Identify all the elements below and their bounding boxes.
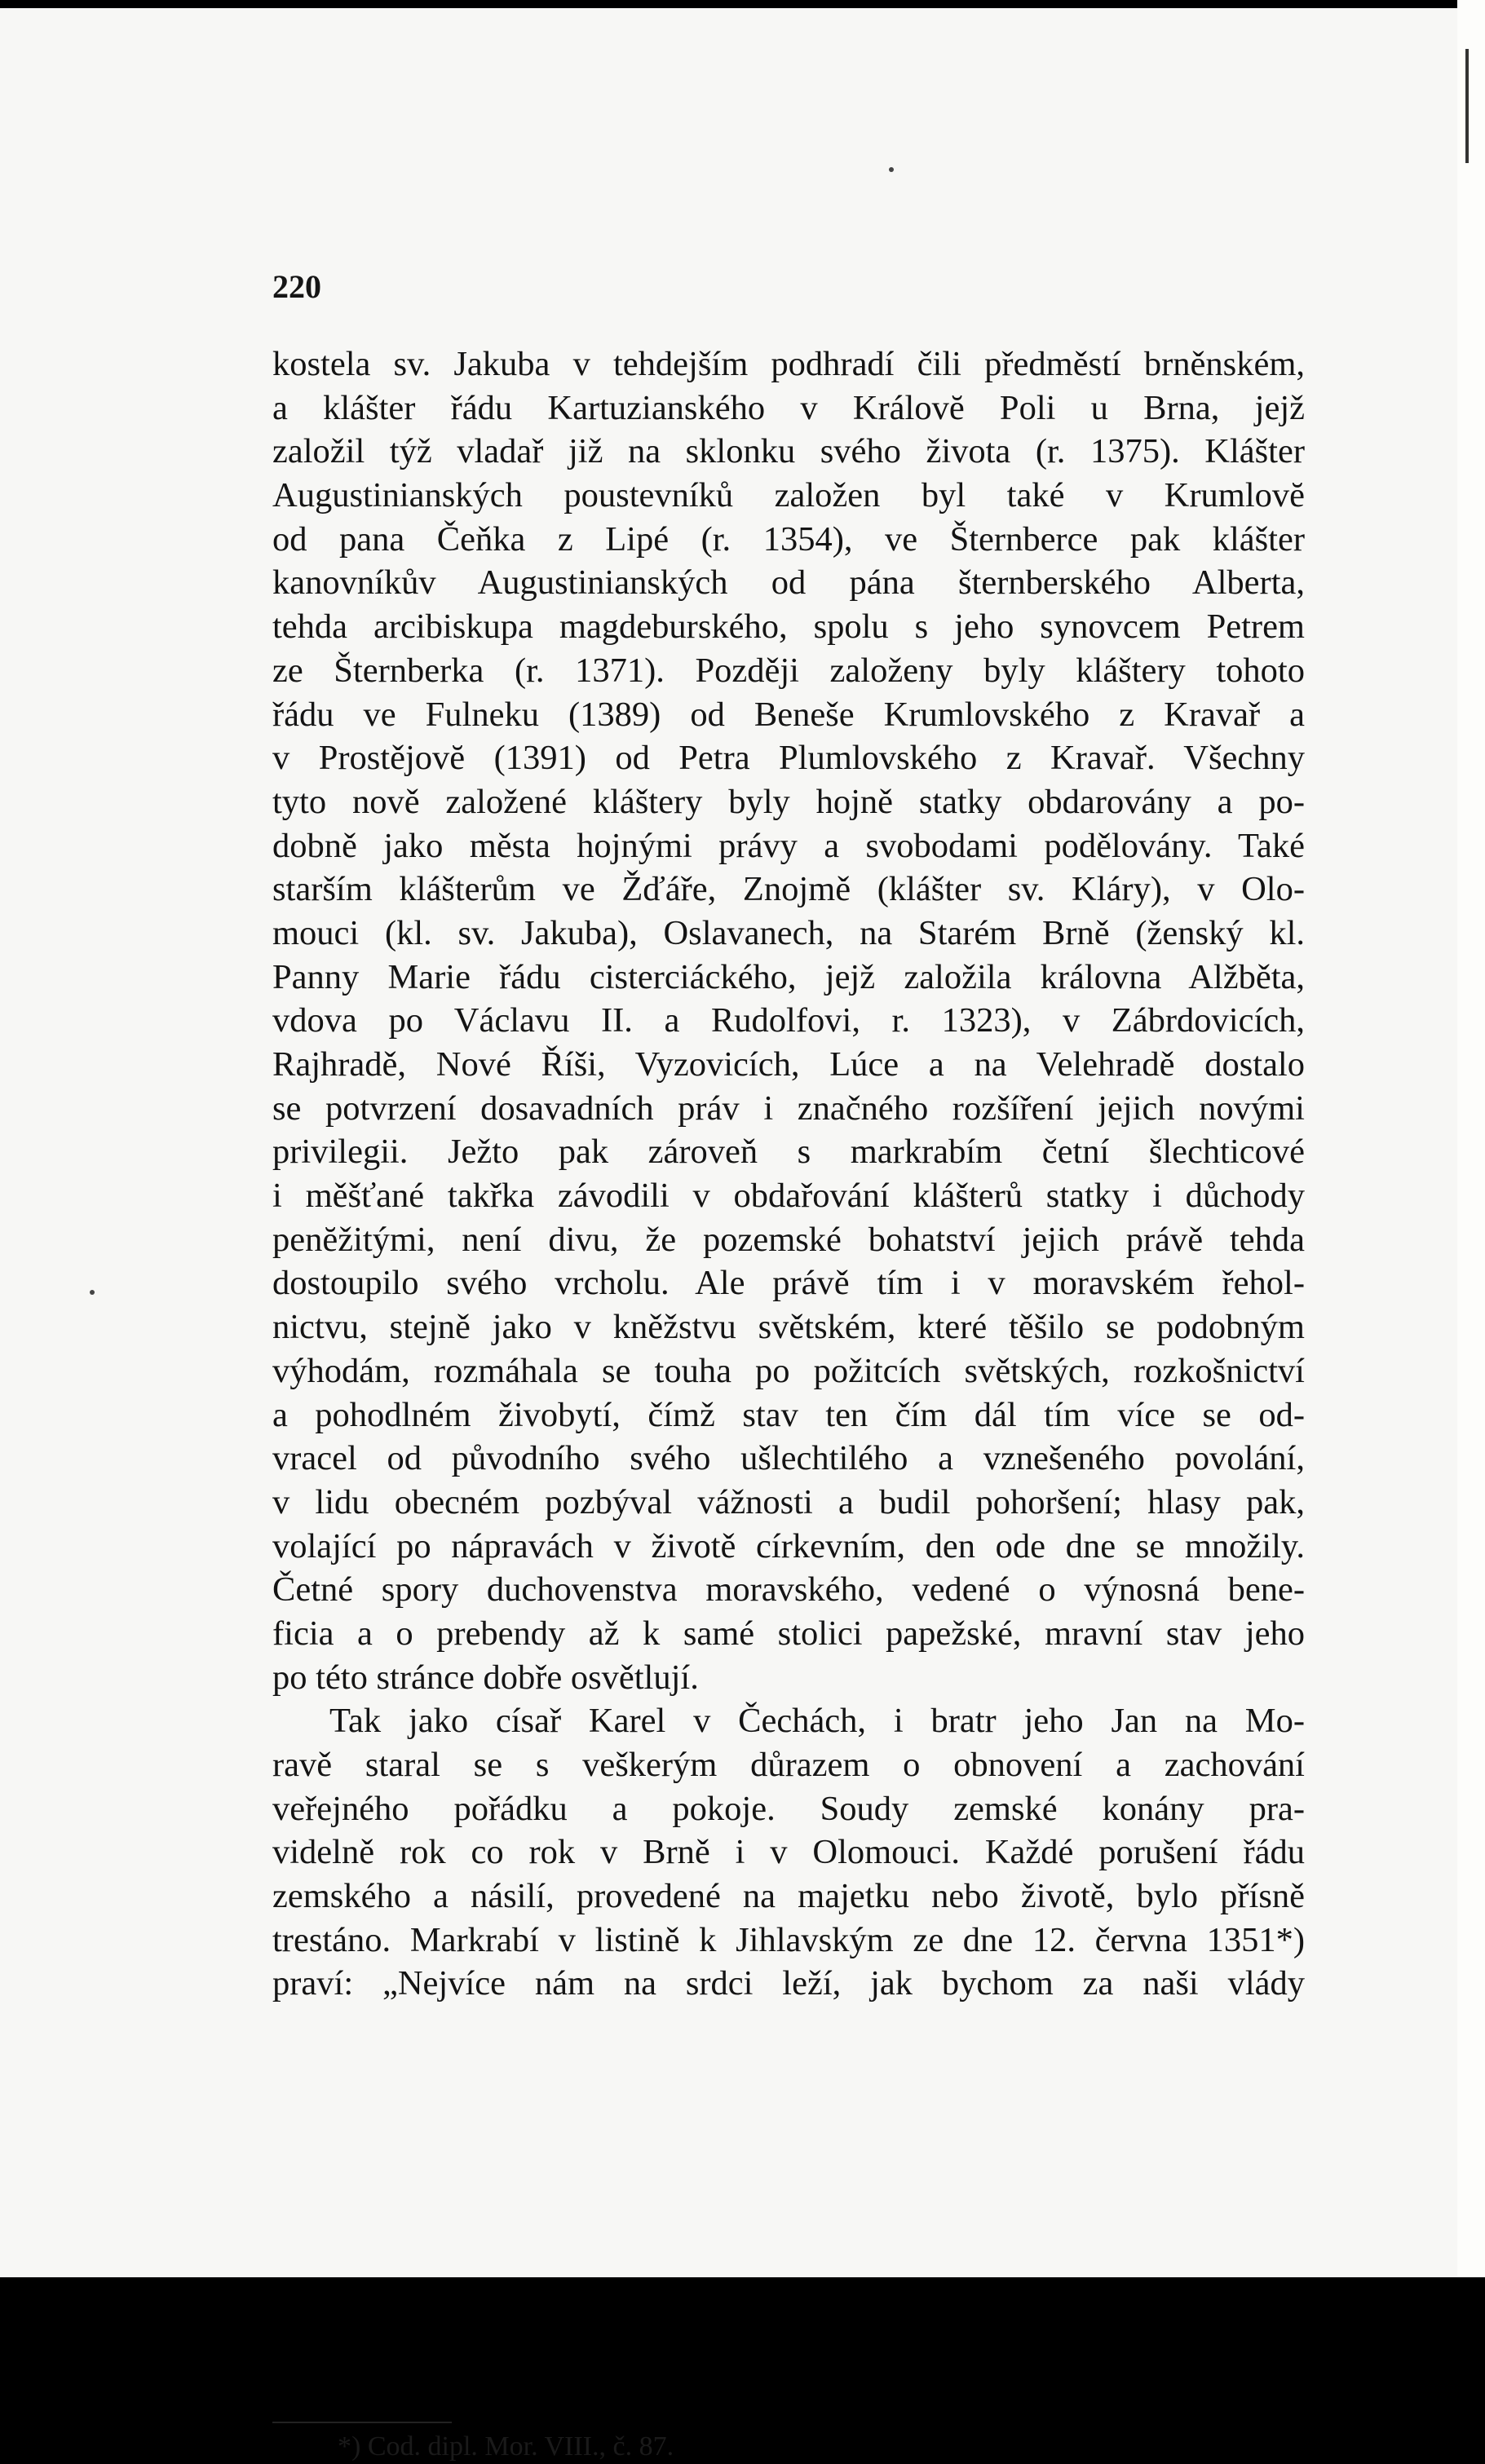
text-line: videlně rok co rok v Brně i v Olomouci. Každé porušení řádu — [272, 1833, 1305, 1872]
text-line: v lidu obecném pozbýval vážnosti a budil pohoršení; hlasy pak, — [272, 1482, 1305, 1521]
scan-speck — [90, 1290, 95, 1295]
footnote-divider — [272, 2422, 452, 2423]
text-line: penĕžitými, není divu, že pozemské bohatství jejich právě tehda — [272, 1220, 1305, 1259]
text-line: Četné spory duchovenstva moravského, vedené o výnosná bene- — [272, 1570, 1305, 1610]
scan-edge-mark — [1465, 49, 1469, 163]
text-line: ravě staral se s veškerým důrazem o obnovení a zachování — [272, 1746, 1305, 1784]
text-line: volající po nápravách v životě církevním, den ode dne se množily. — [272, 1526, 1305, 1565]
text-line: od pana Čeňka z Lipé (r. 1354), ve Šternberce pak klášter — [272, 519, 1305, 559]
text-line: mouci (kl. sv. Jakuba), Oslavanech, na Starém Brně (ženský kl. — [272, 913, 1305, 952]
text-line: praví: „Nejvíce nám na srdci leží, jak bychom za naši vlády — [272, 1964, 1305, 2003]
text-line: ficia a o prebendy až k samé stolici papežské, mravní stav jeho — [272, 1614, 1305, 1653]
text-line: výhodám, rozmáhala se touha po požitcích světských, rozkošnictví — [272, 1351, 1305, 1390]
text-line: nictvu, stejně jako v kněžstvu světském, které těšilo se podobným — [272, 1308, 1305, 1347]
page-number: 220 — [272, 268, 321, 305]
body-text — [272, 342, 1305, 2006]
text-line: tyto nově založené kláštery byly hojně statky obdarovány a po- — [272, 782, 1305, 821]
text-line-paragraph-start: Tak jako císař Karel v Čechách, i bratr jeho Jan na Mo- — [329, 1702, 1305, 1741]
text-line: zemského a násilí, provedené na majetku nebo životě, bylo přísně — [272, 1877, 1305, 1916]
text-line: starším klášterům ve Žďáře, Znojmě (klášter sv. Kláry), v Olo- — [272, 870, 1305, 909]
text-line: Rajhradě, Nové Říši, Vyzovicích, Lúce a na Velehradě dostalo — [272, 1045, 1305, 1084]
text-line: privilegii. Ježto pak zároveň s markrabím četní šlechticové — [272, 1133, 1305, 1172]
scan-edge — [1457, 0, 1485, 2277]
text-line: dobně jako města hojnými právy a svobodami podělovány. Také — [272, 826, 1305, 865]
text-line: a klášter řádu Kartuzianského v Královĕ Poli u Brna, jejž — [272, 388, 1305, 427]
text-line: vdova po Václavu II. a Rudolfovi, r. 1323), v Zábrdovicích, — [272, 1001, 1305, 1040]
text-line: ze Šternberka (r. 1371). Později založeny byly kláštery tohoto — [272, 651, 1305, 690]
text-line: dostoupilo svého vrcholu. Ale právě tím i v moravském řehol- — [272, 1264, 1305, 1303]
text-line: kostela sv. Jakuba v tehdejším podhradí čili předměstí brněnském, — [272, 345, 1305, 383]
text-line: Augustinianských poustevníků založen byl také v Krumlovĕ — [272, 476, 1305, 515]
text-line: vracel od původního svého ušlechtilého a vznešeného povolání, — [272, 1439, 1305, 1478]
text-line: v Prostějovĕ (1391) od Petra Plumlovského z Kravař. Všechny — [272, 739, 1305, 778]
text-line: řádu ve Fulneku (1389) od Beneše Krumlovského z Kravař a — [272, 695, 1305, 734]
text-line: trestáno. Markrabí v listině k Jihlavským ze dne 12. června 1351*) — [272, 1920, 1305, 1959]
footnote: *) Cod. dipl. Mor. VIII., č. 87. — [338, 2431, 674, 2462]
text-line: kanovníkův Augustinianských od pána šternberského Alberta, — [272, 563, 1305, 603]
text-line: tehda arcibiskupa magdeburského, spolu s jeho synovcem Petrem — [272, 607, 1305, 647]
text-line: veřejného pořádku a pokoje. Soudy zemské konány pra- — [272, 1789, 1305, 1828]
text-line: Panny Marie řádu cisterciáckého, jejž založila královna Alžběta, — [272, 957, 1305, 996]
text-line-paragraph-end: po této stránce dobře osvětlují. — [272, 1658, 699, 1697]
text-line: se potvrzení dosavadních práv i značného rozšíření jejich novými — [272, 1088, 1305, 1128]
scan-speck — [889, 167, 894, 172]
text-line: i měšťané takřka závodili v obdařování klášterů statky i důchody — [272, 1177, 1305, 1216]
book-page — [0, 8, 1457, 2462]
text-line: založil týž vladař již na sklonku svého života (r. 1375). Klášter — [272, 432, 1305, 471]
text-line: a pohodlném živobytí, čímž stav ten čím dál tím více se od- — [272, 1395, 1305, 1434]
